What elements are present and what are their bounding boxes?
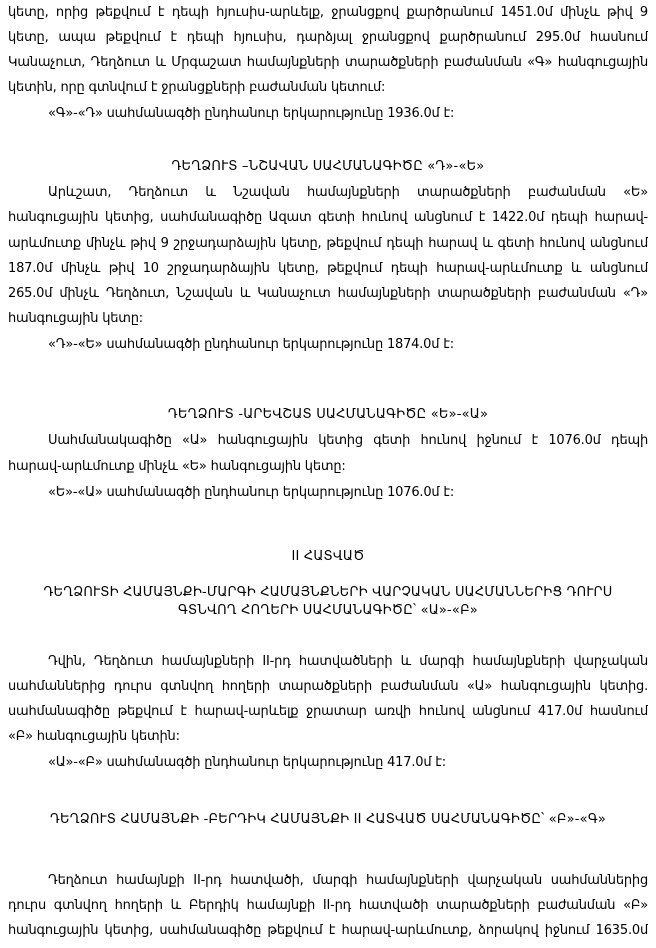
paragraph-line: կետը, ապա թեքվում է դեպի հյուսիս, դարձյալ ջրանցքով քարծրանում 295.0մ hասնում — [8, 30, 648, 45]
section-heading: ԴԵՂՁՈՒՏ -ԱՐԵՎՇԱՏ ՍԱՀՄԱՆԱԳԻԾԸ «Ե»-«Ա» — [167, 407, 489, 422]
paragraph-line: Դվին, Դեղձուտ համայնքների II-րդ հատվածների և մարգի համայնքների վարչական — [48, 654, 648, 669]
paragraph-line: 187.0մ մինչև թիվ 10 շրջադարձային կետը, թեքվում դեպի հարավ-արևմուտք և անցնում — [8, 261, 648, 276]
paragraph-line: սահմաններից դուրս գտնվող հողերի տարածքների բաժանման «Ա» հանգուցային կետից. — [8, 679, 648, 694]
total-length-line: «Դ»-«Ե» սահմանագծի ընդհանուր երկարությունը 1874.0մ է: — [48, 337, 454, 352]
paragraph-line: կետը, որից թեքվում է դեպի հյուսիս-արևելք, ջրանցքով քարծրանում 1451.0մ մինչև թիվ 9 — [8, 5, 648, 20]
total-length-line: «Գ»-«Դ» սահմանագծի ընդհանուր երկարությունը 1936.0մ է: — [48, 106, 455, 121]
paragraph-line: սահմանագիծը թեքվում է հարավ-արևելք ջրատար առվի հունով անցնում 417.0մ հասնում — [8, 704, 648, 719]
paragraph-line: հանգուցային կետից, սահմանագիծը Ազատ գետի հունով անցնում է 1422.0մ դեպի հարավ- — [8, 210, 648, 225]
section-heading: ԴԵՂՁՈՒՏ –ՆՇԱՎԱՆ ՍԱՀՄԱՆԱԳԻԾԸ «Դ»-«Ե» — [171, 159, 485, 174]
paragraph-line: հարավ-արևմուտք մինչև «Ե» հանգուցային կետը: — [8, 459, 346, 474]
paragraph-line: արևմուտք մինչև թիվ 9 շրջադարձային կետը, թեքվում դեպի հարավ և գետի հունով անցնում — [8, 236, 648, 251]
section-heading: ԴԵՂՁՈՒՏԻ ՀԱՄԱՅՆՔԻ-ՄԱՐԳԻ ՀԱՄԱՅՆՔՆԵՐԻ ՎԱՐՉԱԿԱՆ ՍԱՀՄԱՆՆԵՐԻՑ ԴՈՒՐՍ — [43, 585, 613, 600]
section-heading: ԳՏՆՎՈՂ ՀՈՂԵՐԻ ՍԱՀՄԱՆԱԳԻԾԸ՝ «Ա»-«Բ» — [178, 603, 478, 618]
total-length-line: «Ա»-«Բ» սահմանագծի ընդհանուր երկարությունը 417.0մ է: — [48, 755, 446, 770]
section-heading: ԴԵՂՁՈՒՏ ՀԱՄԱՅՆՔԻ -ԲԵՐԴԻԿ ՀԱՄԱՅՆՔԻ II ՀԱՏՎԱԾ ՍԱՀՄԱՆԱԳԻԾԸ՝ «Բ»-«Գ» — [50, 812, 606, 827]
part-title: II ՀԱՏՎԱԾ — [291, 549, 365, 564]
paragraph-line: Արևշատ, Դեղձուտ և Նշավան համայնքների տարածքների բաժանման «Ե» — [48, 185, 648, 200]
paragraph-line: «Բ» հանգուցային կետին: — [8, 729, 180, 744]
total-length-line: «Ե»-«Ա» սահմանագծի ընդհանուր երկարությունը 1076.0մ է: — [48, 485, 455, 500]
paragraph-line: հանգուցային կետը: — [8, 311, 143, 326]
paragraph-line: դուրս գտնվող հողերի և Բերդիկ համայնքի II-րդ հատվածի տարածքների բաժանման «Բ» — [8, 898, 648, 913]
paragraph-line: Կանաչուտ, Դեղձուտ և Մրգաշատ համայնքների տարածքների բաժանման «Գ» հանգուցային — [8, 55, 648, 70]
paragraph-line: Դեղձուտ համայնքի II-րդ հատվածի, մարգի համայնքների վարչական սահմաններից — [48, 873, 648, 888]
paragraph-line: հանգուցային կետից, սահմանագիծը թեքվում է հարավ-արևմուտք, ձորակով իջնում 1635.0մ — [8, 923, 648, 938]
paragraph-line: Սահմանակագիծը «Ա» հանգուցային կետից գետի հունով իջնում է 1076.0մ դեպի — [48, 433, 648, 448]
paragraph-line: 265.0մ մինչև Դեղձուտ, Նշավան և Կանաչուտ համայնքների տարածքների բաժանման «Դ» — [8, 286, 648, 301]
paragraph-line: կետին, որը գտնվում է ջրանցքների բաժանման կետում: — [8, 80, 386, 95]
